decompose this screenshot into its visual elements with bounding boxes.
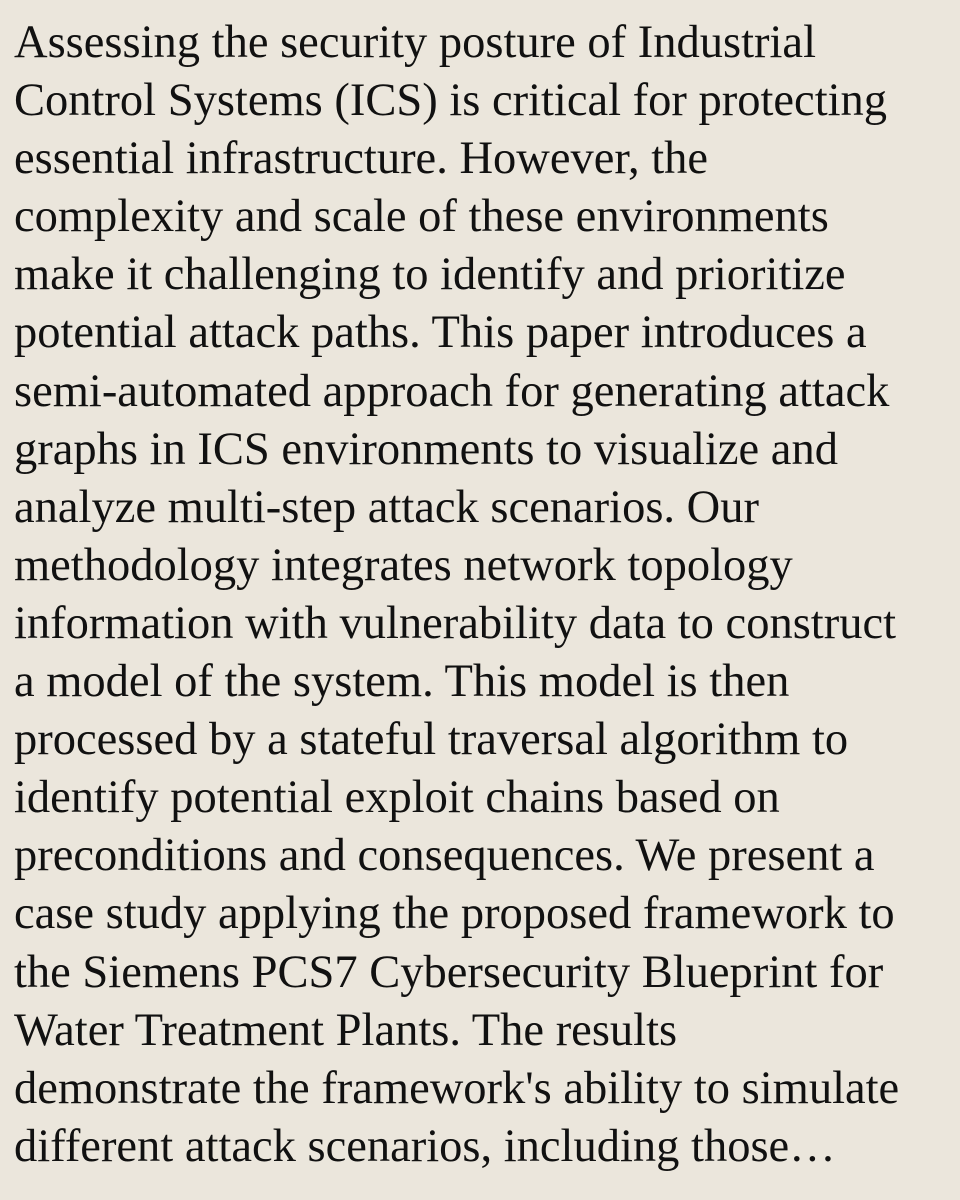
abstract-line: the Siemens PCS7 Cybersecurity Blueprint for (14, 946, 884, 998)
abstract-paragraph (14, 14, 946, 1176)
abstract-line: make it challenging to identify and prioritize (14, 249, 846, 301)
abstract-line: different attack scenarios, including those… (14, 1120, 836, 1172)
abstract-line: graphs in ICS environments to visualize and (14, 423, 838, 475)
abstract-line: potential attack paths. This paper introduces a (14, 307, 867, 359)
abstract-line: preconditions and consequences. We present a (14, 830, 875, 882)
abstract-line: methodology integrates network topology (14, 539, 793, 591)
abstract-line: semi-automated approach for generating attack (14, 365, 890, 417)
abstract-line: Water Treatment Plants. The results (14, 1004, 678, 1056)
abstract-line: complexity and scale of these environments (14, 191, 829, 243)
abstract-line: a model of the system. This model is then (14, 656, 790, 708)
abstract-line: information with vulnerability data to construct (14, 597, 897, 649)
abstract-line: identify potential exploit chains based on (14, 772, 780, 824)
abstract-line: analyze multi-step attack scenarios. Our (14, 481, 759, 533)
abstract-line: case study applying the proposed framework to (14, 888, 895, 940)
abstract-line: processed by a stateful traversal algorithm to (14, 714, 849, 766)
abstract-line: Control Systems (ICS) is critical for protecting (14, 75, 888, 127)
abstract-line: essential infrastructure. However, the (14, 133, 709, 185)
abstract-line: demonstrate the framework's ability to simulate (14, 1062, 900, 1114)
abstract-line: Assessing the security posture of Industrial (14, 17, 816, 68)
